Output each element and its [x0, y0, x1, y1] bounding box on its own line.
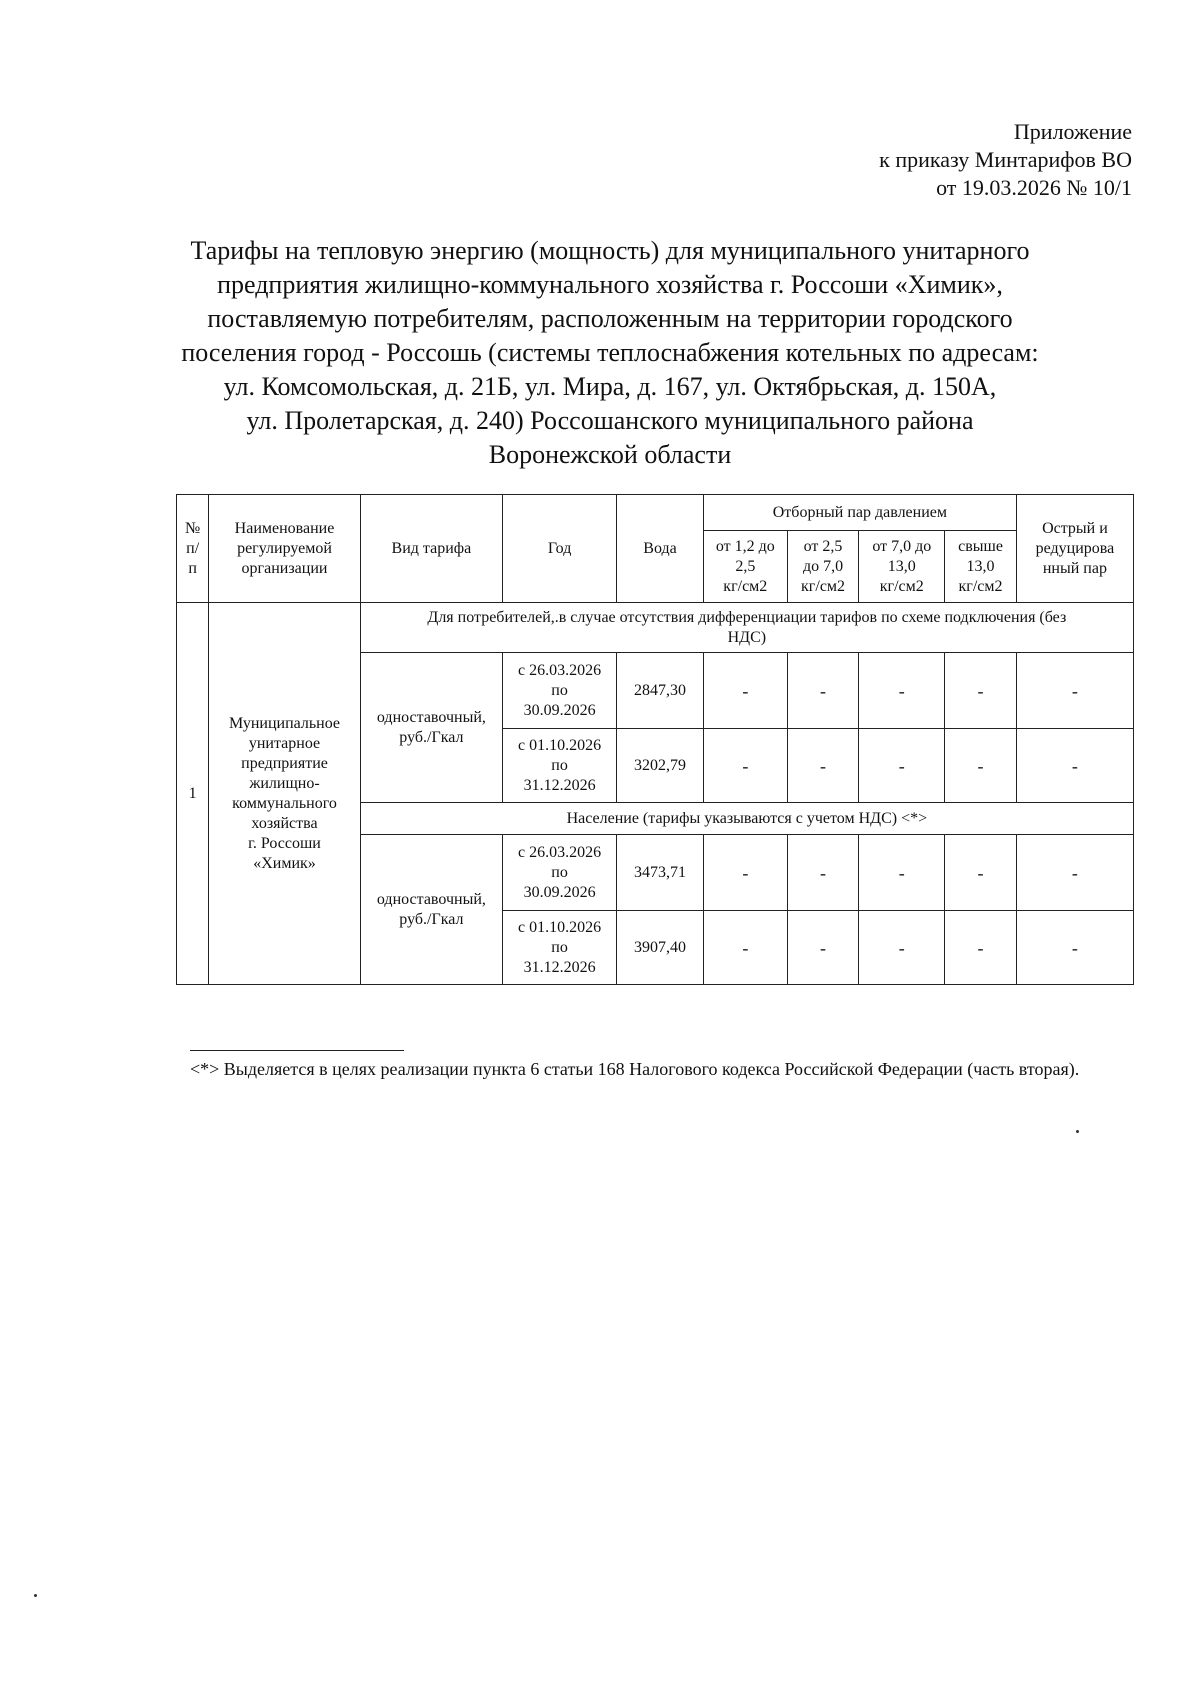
title-line-3: поставляемую потребителям, расположенным на территории городского: [207, 304, 1013, 333]
period-to: 31.12.2026: [523, 776, 596, 794]
pressure-4-value: -: [945, 729, 1017, 803]
period-from: с 01.10.2026: [518, 736, 602, 754]
period-mid: по: [551, 681, 568, 699]
tariff-type-text: одноставочный,: [376, 890, 486, 908]
header-pressure-2: [787, 531, 859, 603]
period-mid: по: [551, 756, 568, 774]
organization-text: предприятие: [241, 754, 328, 772]
header-text: регулируемой: [237, 539, 332, 557]
header-text: Острый и: [1042, 519, 1108, 537]
title-line-2: предприятия жилищно-коммунального хозяйства г. Россоши «Химик»,: [217, 270, 1003, 299]
organization-text: хозяйства: [251, 814, 318, 832]
water-value: 2847,30: [617, 653, 704, 729]
pressure-3-value: -: [859, 911, 945, 985]
pressure-2-value: -: [787, 911, 859, 985]
header-sharp-steam: [1016, 495, 1133, 603]
pressure-4-value: -: [945, 835, 1017, 911]
title-line-6: ул. Пролетарская, д. 240) Россошанского муниципального района: [246, 406, 974, 435]
header-text: нный пар: [1042, 559, 1107, 577]
appendix-line-1: Приложение: [1013, 119, 1132, 144]
header-text: кг/см2: [801, 577, 846, 595]
sharp-steam-value: -: [1016, 729, 1133, 803]
pressure-1-value: -: [703, 835, 787, 911]
pressure-4-value: -: [945, 911, 1017, 985]
period-cell: [503, 729, 617, 803]
tariff-type-text: руб./Гкал: [399, 910, 464, 928]
period-mid: по: [551, 938, 568, 956]
section-1-heading: [360, 603, 1133, 653]
period-from: с 26.03.2026: [518, 661, 602, 679]
sharp-steam-value: -: [1016, 835, 1133, 911]
appendix-block: [879, 118, 1132, 202]
period-to: 30.09.2026: [523, 883, 596, 901]
period-from: с 26.03.2026: [518, 843, 602, 861]
header-text: организации: [241, 559, 328, 577]
pressure-3-value: -: [859, 729, 945, 803]
water-value: 3473,71: [617, 835, 704, 911]
period-from: с 01.10.2026: [518, 918, 602, 936]
header-text: 13,0: [887, 557, 916, 575]
water-value: 3202,79: [617, 729, 704, 803]
appendix-line-3: от 19.03.2026 № 10/1: [936, 175, 1132, 200]
section-1-heading-row: [177, 603, 1134, 653]
organization-text: коммунального: [232, 794, 337, 812]
organization-text: жилищно-: [249, 774, 320, 792]
tariff-type-text: руб./Гкал: [399, 728, 464, 746]
tariff-table: [176, 494, 1134, 985]
tariff-type-cell: [360, 835, 502, 985]
header-text: от 2,5: [803, 537, 843, 555]
header-pressure-1: [703, 531, 787, 603]
organization-text: г. Россоши: [248, 834, 321, 852]
header-year: Год: [503, 495, 617, 603]
organization-text: Муниципальное: [228, 714, 341, 732]
header-text: кг/см2: [879, 577, 924, 595]
organization-cell: [209, 603, 360, 985]
header-row-1: [177, 495, 1134, 531]
section-2-heading: Население (тарифы указываются с учетом НДС) <*>: [360, 803, 1133, 835]
title-line-4: поселения город - Россошь (системы теплоснабжения котельных по адресам:: [181, 338, 1039, 367]
header-tariff-type: Вид тарифа: [360, 495, 502, 603]
period-to: 30.09.2026: [523, 701, 596, 719]
period-to: 31.12.2026: [523, 958, 596, 976]
title-line-5: ул. Комсомольская, д. 21Б, ул. Мира, д. 167, ул. Октябрьская, д. 150А,: [223, 372, 997, 401]
pressure-2-value: -: [787, 729, 859, 803]
footnote-divider: [190, 1050, 404, 1051]
header-text: до 7,0: [802, 557, 844, 575]
header-organization: [209, 495, 360, 603]
header-text: свыше: [958, 537, 1003, 555]
sharp-steam-value: -: [1016, 911, 1133, 985]
organization-text: «Химик»: [253, 854, 316, 872]
row-number-cell: 1: [177, 603, 209, 985]
header-text: 2,5: [735, 557, 756, 575]
period-cell: [503, 835, 617, 911]
header-number: [177, 495, 209, 603]
header-text: редуцирова: [1035, 539, 1115, 557]
header-steam-group: Отборный пар давлением: [703, 495, 1016, 531]
header-text: от 1,2 до: [715, 537, 775, 555]
scan-speck: [1076, 1130, 1079, 1133]
organization-text: унитарное: [248, 734, 321, 752]
header-text: №: [185, 519, 201, 537]
section-heading-text: Для потребителей,.в случае отсутствия дифференциации тарифов по схеме подключения (без: [427, 608, 1067, 626]
sharp-steam-value: -: [1016, 653, 1133, 729]
header-text: Наименование: [234, 519, 335, 537]
pressure-3-value: -: [859, 653, 945, 729]
header-text: 13,0: [966, 557, 995, 575]
section-heading-text: НДС): [727, 628, 767, 646]
period-cell: [503, 653, 617, 729]
pressure-1-value: -: [703, 729, 787, 803]
water-value: 3907,40: [617, 911, 704, 985]
title-line-7: Воронежской области: [488, 440, 732, 469]
title-line-1: Тарифы на тепловую энергию (мощность) для муниципального унитарного: [190, 236, 1030, 265]
pressure-1-value: -: [703, 911, 787, 985]
pressure-2-value: -: [787, 653, 859, 729]
header-text: кг/см2: [958, 577, 1003, 595]
pressure-1-value: -: [703, 653, 787, 729]
pressure-3-value: -: [859, 835, 945, 911]
header-text: от 7,0 до: [872, 537, 932, 555]
period-mid: по: [551, 863, 568, 881]
pressure-4-value: -: [945, 653, 1017, 729]
document-title: [160, 234, 1060, 472]
header-water: Вода: [617, 495, 704, 603]
header-pressure-3: [859, 531, 945, 603]
tariff-type-text: одноставочный,: [376, 708, 486, 726]
header-pressure-4: [945, 531, 1017, 603]
header-text: п/: [186, 539, 200, 557]
scan-speck: [34, 1594, 37, 1597]
pressure-2-value: -: [787, 835, 859, 911]
period-cell: [503, 911, 617, 985]
appendix-line-2: к приказу Минтарифов ВО: [879, 147, 1132, 172]
header-text: кг/см2: [723, 577, 768, 595]
header-text: п: [188, 559, 197, 577]
tariff-type-cell: [360, 653, 502, 803]
footnote: <*> Выделяется в целях реализации пункта 6 статьи 168 Налогового кодекса Российской Федерации (часть вторая).: [190, 1059, 1080, 1079]
